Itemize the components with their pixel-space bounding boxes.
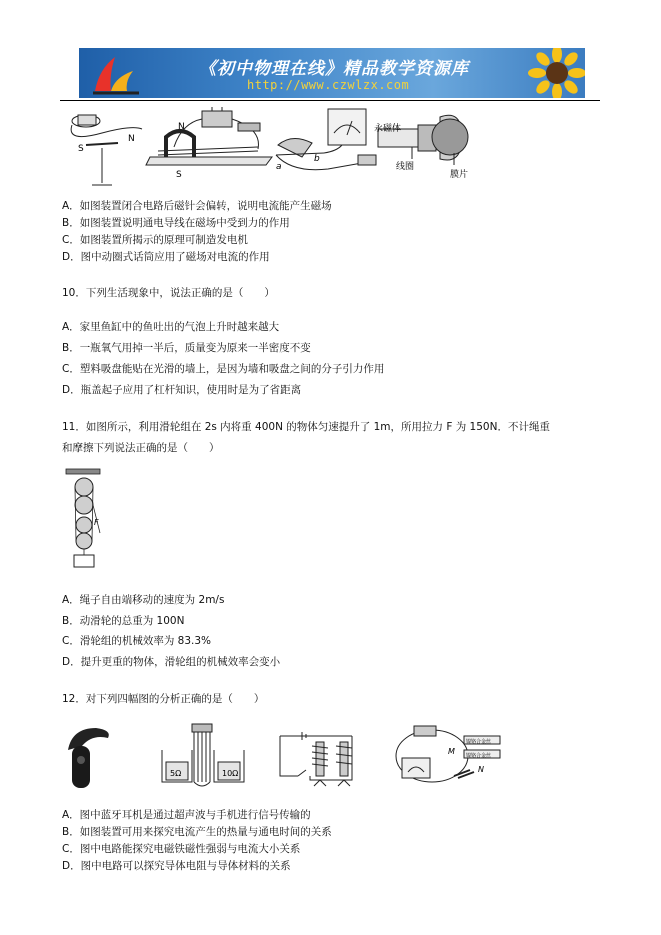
microphone-figure (378, 115, 468, 165)
label-coil: 线圈 (396, 162, 415, 172)
headset-figure (68, 728, 109, 788)
q9-figures (62, 103, 542, 195)
q12-option-a: A．图中蓝牙耳机是通过超声波与手机进行信号传输的 (62, 809, 311, 821)
header-rule (60, 100, 600, 101)
q9-figure-svg (62, 103, 542, 195)
q12-option-c: C．图中电路能探究电磁铁磁性强弱与电流大小关系 (62, 843, 301, 855)
q10-option-b: B．一瓶氧气用掉一半后，质量变为原来一半密度不变 (62, 342, 311, 354)
header-banner (79, 48, 585, 98)
q9-option-b: B．如图装置说明通电导线在磁场中受到力的作用 (62, 217, 290, 229)
q11-option-c: C．滑轮组的机械效率为 83.3% (62, 635, 212, 647)
label-wire1: 镍铬合金丝 (466, 739, 492, 745)
q10-option-d: D．瓶盖起子应用了杠杆知识，使用时是为了省距离 (62, 384, 302, 396)
label-m: M (448, 747, 455, 756)
q12-option-b: B．如图装置可用来探究电流产生的热量与通电时间的关系 (62, 826, 332, 838)
label-r1: 5Ω (170, 769, 182, 778)
label-s2: S (176, 170, 182, 180)
q11-option-d: D．提升更重的物体，滑轮组的机械效率会变小 (62, 656, 281, 668)
q12-figures (62, 720, 532, 800)
q9-option-c: C．如图装置所揭示的原理可制造发电机 (62, 234, 248, 246)
electromagnet-figure (280, 732, 352, 786)
q12-stem: 12．对下列四幅图的分析正确的是（ ） (62, 693, 265, 705)
q11-stem-line2: 和摩擦下列说法正确的是（ ） (62, 442, 220, 454)
label-n1: N (128, 134, 135, 144)
label-n2: N (178, 122, 185, 132)
label-membrane: 膜片 (450, 170, 469, 180)
q11-stem-line1: 11．如图所示，利用滑轮组在 2s 内将重 400N 的物体匀速提升了 1m，所用拉力 F 为 150N．不计绳重 (62, 421, 550, 433)
q10-stem: 10．下列生活现象中，说法正确的是（ ） (62, 287, 275, 299)
label-n: N (478, 765, 484, 774)
banner-url: http://www.czwlzx.com (247, 78, 410, 92)
label-a: a (276, 162, 282, 172)
banner-title: 《初中物理在线》精品教学资源库 (199, 59, 469, 79)
label-wire2: 镍铬合金丝 (466, 753, 492, 759)
q12-option-d: D．图中电路可以探究导体电阻与导体材料的关系 (62, 860, 291, 872)
q10-option-a: A．家里鱼缸中的鱼吐出的气泡上升时越来越大 (62, 321, 280, 333)
q12-figure-svg (62, 720, 532, 800)
pulley-figure (62, 467, 112, 571)
label-r2: 10Ω (222, 769, 239, 778)
q9-option-a: A．如图装置闭合电路后磁针会偏转，说明电流能产生磁场 (62, 200, 332, 212)
label-b: b (314, 154, 320, 164)
generator-figure (276, 109, 376, 170)
logo-icon (85, 51, 145, 95)
q10-option-c: C．塑料吸盘能贴在光滑的墙上，是因为墙和吸盘之间的分子引力作用 (62, 363, 385, 375)
sunflower-icon (527, 48, 585, 98)
label-s1: S (78, 144, 84, 154)
label-magnet: 永磁体 (374, 124, 402, 134)
q11-option-a: A．绳子自由端移动的速度为 2m/s (62, 594, 225, 606)
pulley-svg (62, 467, 112, 571)
q9-option-d: D．图中动圈式话筒应用了磁场对电流的作用 (62, 251, 270, 263)
motor-figure (146, 107, 272, 165)
pulley-label-f: F (94, 518, 99, 527)
q11-option-b: B．动滑轮的总重为 100N (62, 615, 185, 627)
